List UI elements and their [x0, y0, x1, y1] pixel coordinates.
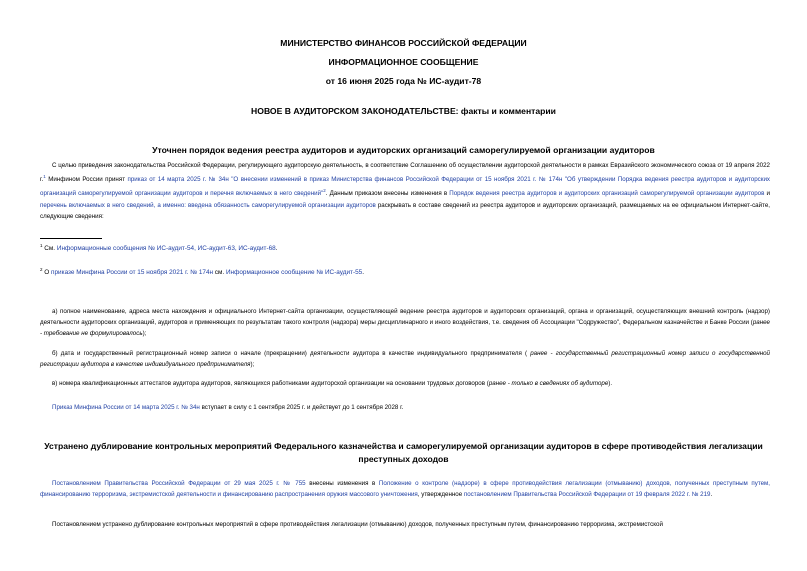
- footnote-divider: [40, 238, 102, 239]
- item-a-paragraph: [40, 306, 770, 340]
- resolution-219-link[interactable]: постановлением Правительства Российской Федерации от 19 февраля 2022 г. № 219: [463, 491, 711, 499]
- item-v-text-2: ).: [608, 380, 613, 387]
- footnote-2-post: .: [362, 269, 364, 277]
- intro-text-2: Минфином России принят: [45, 176, 128, 184]
- footnote-2-number: 2: [40, 267, 43, 272]
- intro-text-4: и: [764, 190, 770, 198]
- footnote-1-post: .: [275, 245, 278, 253]
- footnote-1-link[interactable]: Информационные сообщения № ИС-аудит-54, ИС-аудит-63, ИС-аудит-68: [56, 245, 276, 253]
- footnote-1-pre: См.: [42, 245, 57, 253]
- effective-date-paragraph: [40, 402, 770, 413]
- item-b-paragraph: [40, 348, 770, 370]
- section2-title: Устранено дублирование контрольных мероприятий Федерального казначейства и саморегулируемой организации аудиторов в сфере противодействия легализации преступных доходов: [44, 441, 763, 464]
- item-v-italic: ранее - только в сведениях об аудиторе: [488, 380, 609, 387]
- item-b-italic: ранее - государственный регистрационный номер записи о государственной регистрации аудитора в качестве индивидуального предпринимателя: [40, 350, 770, 369]
- footnote-ref-2[interactable]: 2: [323, 188, 326, 194]
- registry-info-list-link[interactable]: перечень включаемых в него сведений, а именно: введена обязанность саморегулируемой организации аудиторов: [40, 201, 376, 209]
- section2-paragraph-2: Постановлением устранено дублирование контрольных мероприятий в сфере противодействия легализации (отмыванию) доходов, полученных преступным путем, финансированию терроризма, экстремистской: [52, 521, 663, 528]
- registry-procedure-link[interactable]: Порядок ведения реестра аудиторов и аудиторских организаций саморегулируемой организации аудиторов: [449, 190, 765, 198]
- effective-text: вступает в силу с 1 сентября 2025 г. и действует до 1 сентября 2028 г.: [199, 404, 404, 411]
- document-type: ИНФОРМАЦИОННОЕ СООБЩЕНИЕ: [328, 57, 479, 67]
- section1-intro-paragraph: [40, 160, 770, 222]
- intro-text-5: раскрывать в составе сведений из реестра аудиторов и аудиторских организаций, размещаемых на ее официальном Интернет-сайте, следующие сведения:: [40, 201, 770, 220]
- intro-text-1: С целью приведения законодательства Российской Федерации, регулирующего аудиторскую деятельность, в соответствие Соглашению об осуществлении аудиторской деятельности в рамках Евразийского экономического союза от 19 апреля 2022 г.: [40, 162, 770, 184]
- order-34n-link[interactable]: приказ от 14 марта 2025 г. № 34н "О внесении изменений в приказ Министерства финансов Российской Федерации от 15 ноября 2021 г. № 174н "Об утверждении Порядка ведения реестра аудиторов и аудиторских организаций саморегулируемой организации аудиторов и перечня включаемых в него сведений": [40, 176, 770, 198]
- footnote-1: [40, 241, 277, 254]
- footnote-2-pre: О: [42, 269, 52, 277]
- section2-p1-text-3: .: [710, 491, 713, 499]
- item-a-italic: ранее - требование не формулировалось: [40, 319, 770, 338]
- section1-title: Уточнен порядок ведения реестра аудиторов и аудиторских организаций саморегулируемой организации аудиторов: [152, 145, 655, 155]
- section2-p1-text-2: , утвержденное: [417, 491, 464, 499]
- aml-control-regulation-link[interactable]: Положение о контроле (надзоре) в сфере противодействия легализации (отмыванию) доходов, полученных преступным путем, финансированию терроризма, экстремистской деятельности и финансированию распространения оружия массового уничтожения: [40, 480, 770, 499]
- item-v-paragraph: [40, 378, 770, 389]
- footnote-1-number: 1: [40, 243, 43, 248]
- footnote-2-link-message[interactable]: Информационное сообщение № ИС-аудит-55: [225, 269, 363, 277]
- item-b-text-2: );: [250, 361, 255, 369]
- section2-paragraph-1: [40, 478, 770, 500]
- footnote-2-link-order[interactable]: приказе Минфина России от 15 ноября 2021 г. № 174н: [51, 269, 214, 277]
- document-date-number: от 16 июня 2025 года № ИС-аудит-78: [325, 76, 482, 86]
- effective-order-link[interactable]: Приказ Минфина России от 14 марта 2025 г. № 34н: [52, 404, 200, 411]
- footnote-2-mid: см.: [213, 269, 226, 277]
- section2-p1-text-1: внесены изменения в: [305, 480, 379, 487]
- footnote-ref-1[interactable]: 1: [43, 174, 46, 180]
- item-a-text-2: );: [142, 330, 147, 338]
- resolution-755-link[interactable]: Постановлением Правительства Российской Федерации от 29 мая 2025 г. № 755: [52, 480, 306, 487]
- intro-text-3: . Данным приказом внесены изменения в: [325, 190, 450, 198]
- footnote-2: [40, 265, 364, 278]
- ministry-heading: МИНИСТЕРСТВО ФИНАНСОВ РОССИЙСКОЙ ФЕДЕРАЦИИ: [280, 38, 527, 48]
- item-b-text-1: б) дата и государственный регистрационный номер записи о начале (прекращении) деятельности аудитора в качестве индивидуального предпринимателя (: [52, 350, 531, 357]
- item-a-text-1: а) полное наименование, адреса места нахождения и официального Интернет-сайта организации, осуществляющей ведение реестра аудиторов и аудиторских организаций, органа и организаций, осуществляющих внешний контроль (надзор) деятельности аудиторских организаций, аудиторов и применяющих по результатам такого контроля (надзора) меры дисциплинарного и иного воздействия, т.е. сведения об Ассоциации "Содружество", Федеральном казначействе и Банке России (: [40, 308, 770, 327]
- item-v-text-1: в) номера квалификационных аттестатов аудитора аудиторов, являющихся работниками аудиторской организации на основании трудовых договоров (: [52, 380, 489, 387]
- document-subject: НОВОЕ В АУДИТОРСКОМ ЗАКОНОДАТЕЛЬСТВЕ: факты и комментарии: [251, 106, 556, 116]
